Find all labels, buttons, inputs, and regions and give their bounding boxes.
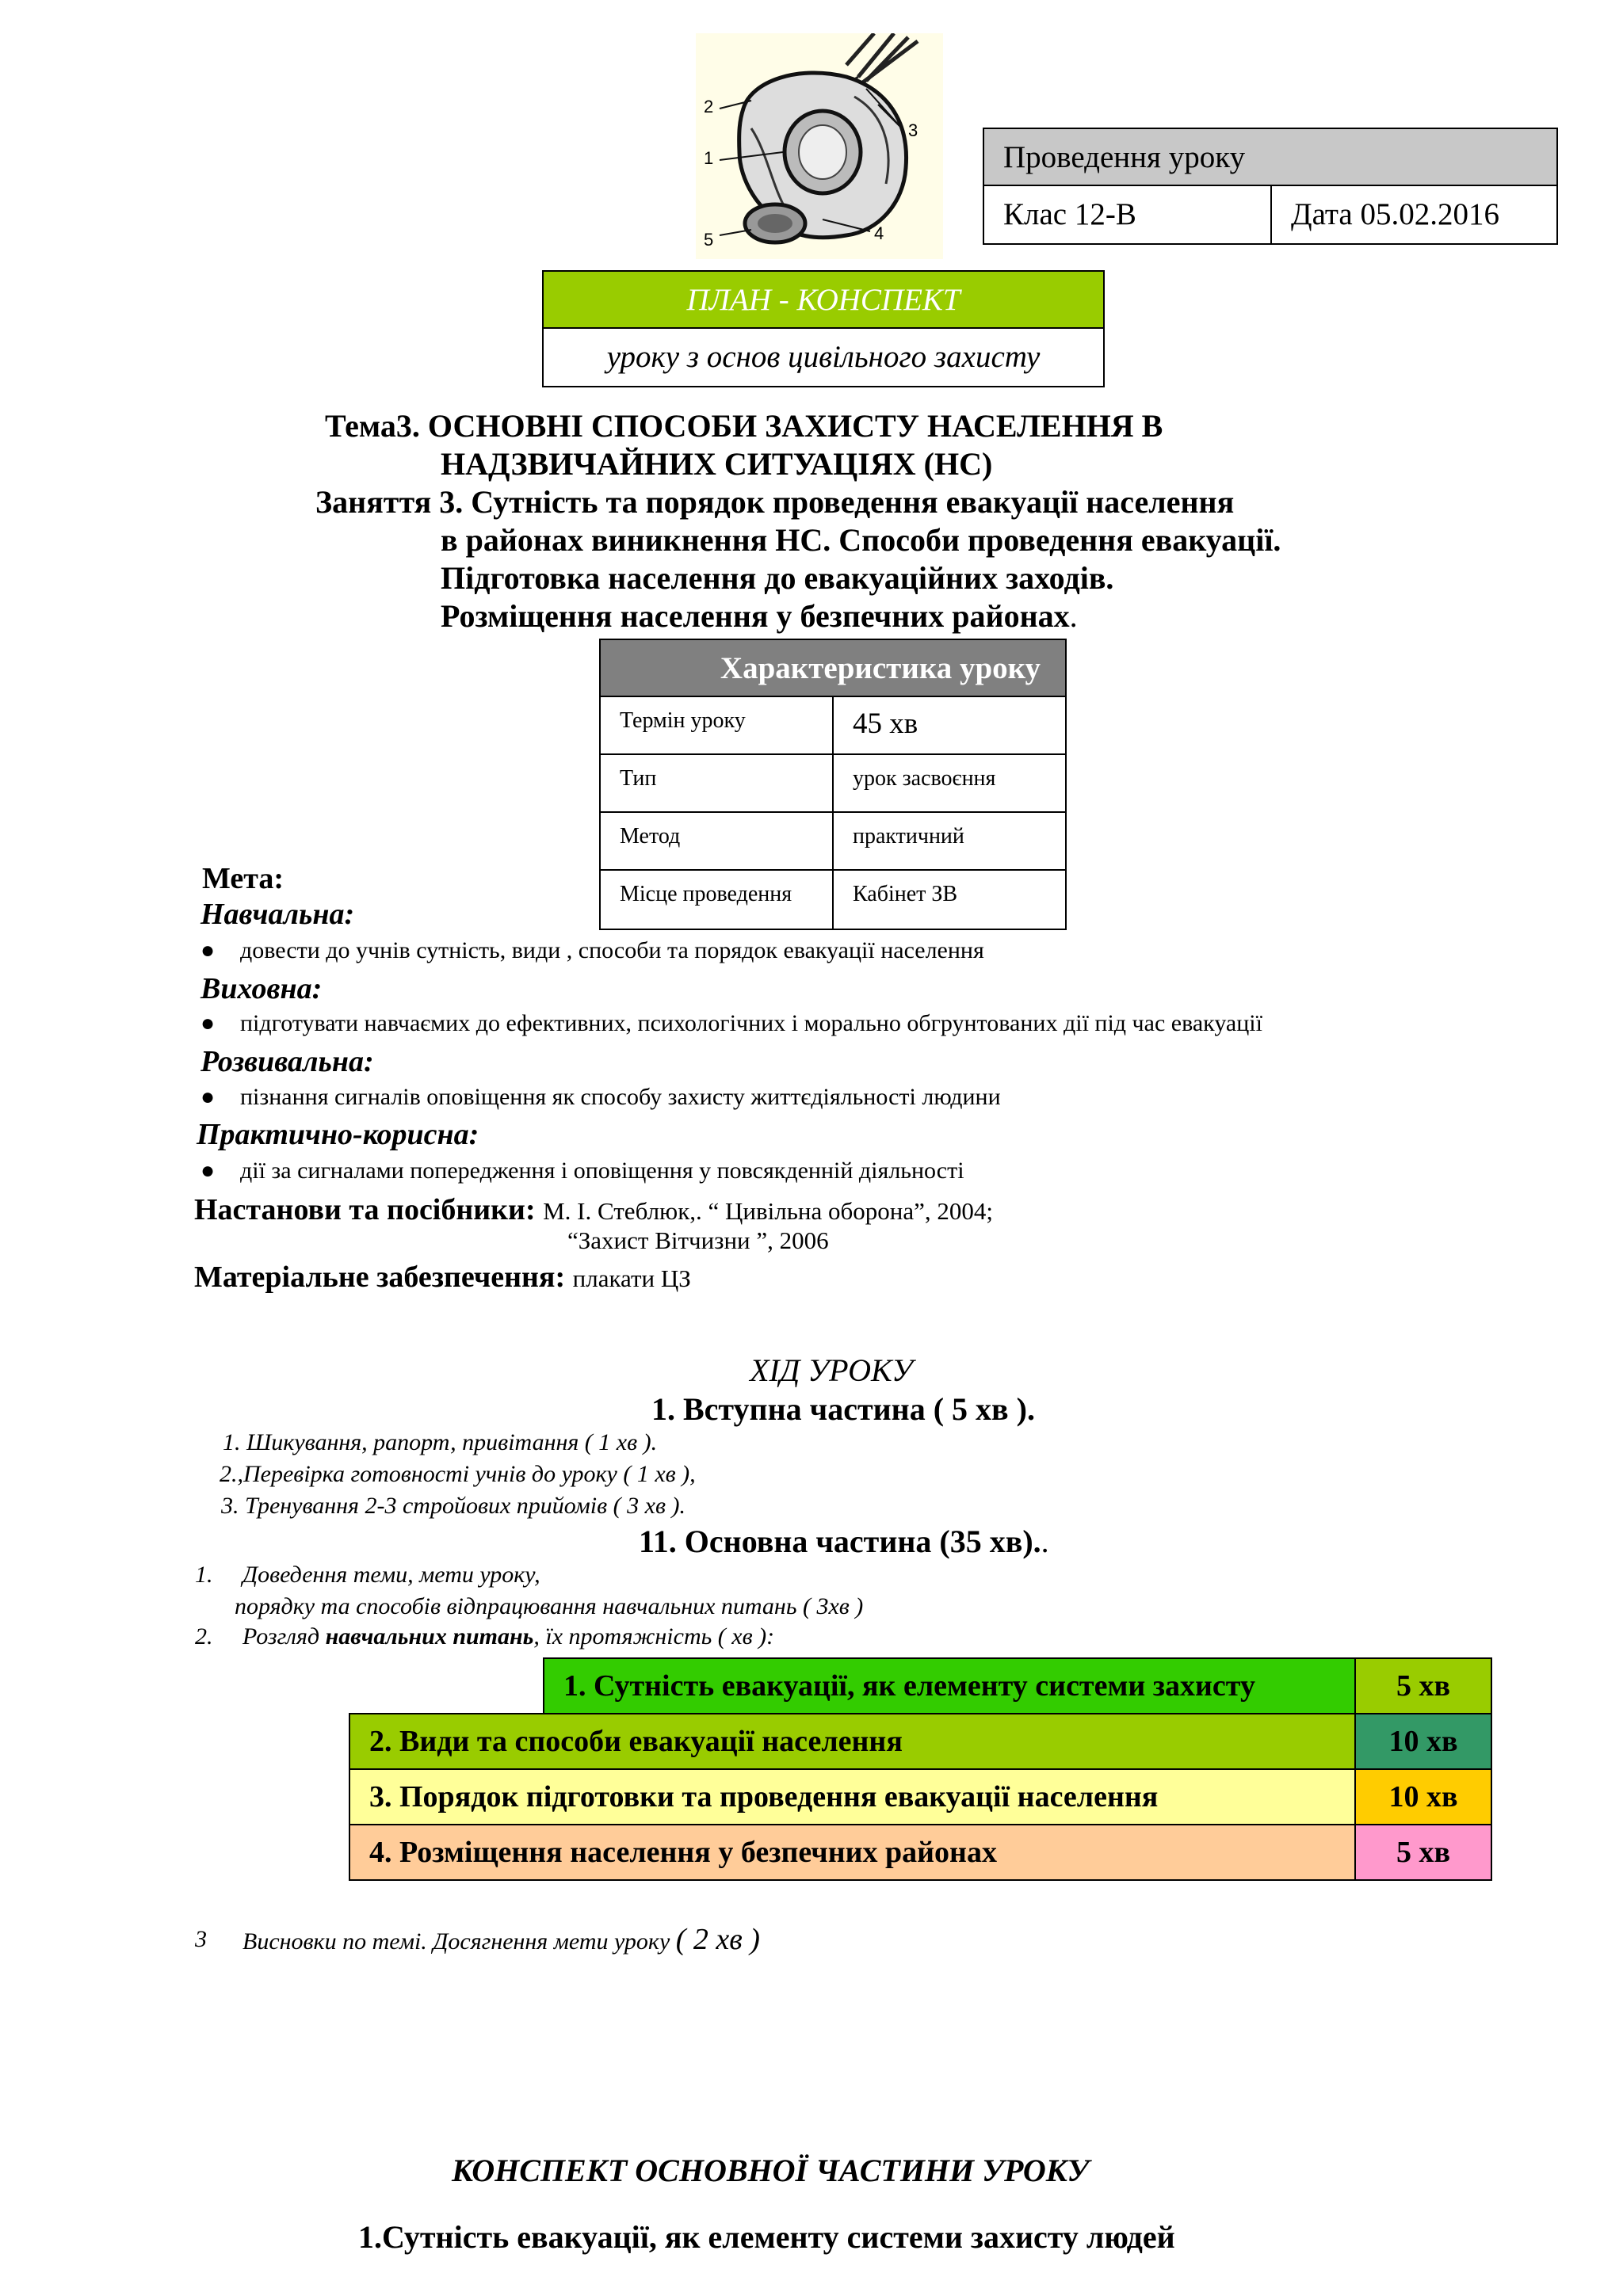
goal-label: Мета: [202, 862, 285, 895]
callout-4: 4 [874, 223, 884, 243]
topic-duration: 10 хв [1356, 1770, 1491, 1824]
characteristics-header: Характеристика уроку [601, 640, 1065, 697]
plan-subtitle: уроку з основ цивільного захисту [606, 340, 1041, 374]
table-row [601, 871, 1065, 929]
lesson-info-title: Проведення уроку [984, 129, 1556, 186]
goal-heading: Розвивальна: [200, 1045, 374, 1078]
bullet-dot: ● [200, 1084, 216, 1110]
goal-heading: Навчальна: [200, 898, 355, 931]
plan-title: ПЛАН - КОНСПЕКТ [544, 272, 1103, 329]
references-text-1: М. І. Стеблюк,. “ Цивільна оборона”, 2004; [543, 1197, 993, 1225]
gas-mask-illustration [696, 33, 943, 259]
conclusion-text: Висновки по темі. Досягнення мети уроку [242, 1928, 670, 1955]
part2-item-2-num: 2. [195, 1623, 213, 1650]
references-label: Настанови та посібники: [194, 1193, 536, 1226]
topic-duration: 5 хв [1356, 1659, 1491, 1713]
row-value: 45 хв [853, 707, 918, 740]
bullet-dot: ● [200, 937, 216, 963]
references-line [194, 1192, 993, 1227]
goal-bullet [200, 936, 984, 966]
course-title: ХІД УРОКУ [750, 1352, 913, 1388]
lesson-line-3: Підготовка населення до евакуаційних заходів. [441, 560, 1114, 596]
part2-item-1-num: 1. [195, 1562, 213, 1588]
row-value: практичний [853, 824, 964, 849]
callout-5: 5 [704, 230, 714, 250]
row-value: урок засвоєння [853, 766, 996, 791]
topic-line-2: НАДЗВИЧАЙНИХ СИТУАЦІЯХ (НС) [441, 446, 993, 482]
conclusion-num: 3 [195, 1926, 207, 1952]
part1-item: 1. Шикування, рапорт, привітання ( 1 хв ). [223, 1429, 658, 1455]
row-key: Місце проведення [601, 871, 834, 929]
characteristics-table [599, 639, 1067, 930]
lesson-line-4 [441, 597, 1078, 635]
topic-duration: 5 хв [1356, 1825, 1491, 1879]
topic-label: 1. Сутність евакуації, як елементу системи захисту [544, 1659, 1356, 1713]
callout-1: 1 [704, 148, 714, 168]
bullet-dot: ● [200, 1010, 216, 1036]
row-key: Термін уроку [601, 697, 834, 753]
topics-table-row [543, 1657, 1492, 1714]
lesson-line-4-text: Розміщення населення у безпечних районах [441, 598, 1070, 634]
lesson-line-2: в районах виникнення НС. Способи проведення евакуації. [441, 522, 1281, 558]
material-text: плакати ЦЗ [572, 1264, 691, 1292]
callout-2: 2 [704, 97, 714, 116]
callout-3: 3 [908, 120, 918, 140]
goal-bullet [200, 1156, 964, 1186]
part2-item-1-cont: порядку та способів відпрацювання навчальних питань ( 3хв ) [235, 1593, 864, 1619]
goal-bullet [200, 1082, 1001, 1112]
table-row [601, 813, 1065, 871]
goal-text: дії за сигналами попередження і оповіщення у повсякденній діяльності [240, 1158, 964, 1184]
lesson-info-row [984, 186, 1556, 243]
lesson-info-table [983, 128, 1558, 245]
goal-bullet [200, 1009, 1262, 1039]
part2-item-2-pre: Розгляд [242, 1623, 326, 1650]
part2-item-1: Доведення теми, мети уроку, [242, 1562, 540, 1588]
material-label: Матеріальне забезпечення: [194, 1261, 566, 1294]
part2-heading [639, 1523, 1049, 1560]
part2-item-2-post: , їх протяжність ( хв ): [533, 1623, 775, 1650]
summary-section-1: 1.Сутність евакуації, як елементу системи захисту людей [358, 2219, 1175, 2255]
goal-heading: Практично-корисна: [197, 1118, 479, 1151]
class-label: Клас 12-В [984, 186, 1272, 243]
table-row [601, 755, 1065, 813]
part2-heading-text: 11. Основна частина (35 хв). [639, 1524, 1041, 1559]
summary-title: КОНСПЕКТ ОСНОВНОЇ ЧАСТИНИ УРОКУ [452, 2153, 1090, 2188]
row-key: Тип [601, 755, 834, 811]
part2-heading-end: . [1041, 1524, 1049, 1559]
topic-label: 4. Розміщення населення у безпечних районах [350, 1825, 1356, 1879]
goal-text: пізнання сигналів оповіщення як способу захисту життєдіяльності людини [240, 1084, 1001, 1110]
lesson-line-4-end: . [1069, 598, 1078, 634]
topic-duration: 10 хв [1356, 1714, 1491, 1768]
bullet-dot: ● [200, 1158, 216, 1184]
part2-item-2-bold: навчальних питань [325, 1623, 534, 1650]
row-value: Кабінет ЗВ [853, 882, 958, 906]
topics-table-row [349, 1824, 1492, 1881]
topics-table-row [349, 1713, 1492, 1770]
conclusion-time: ( 2 хв ) [675, 1923, 760, 1956]
table-row [601, 697, 1065, 755]
goal-heading: Виховна: [200, 972, 323, 1005]
topic-line-1: Тема3. ОСНОВНІ СПОСОБИ ЗАХИСТУ НАСЕЛЕННЯ В [325, 408, 1163, 444]
part1-item: 2.,Перевірка готовності учнів до уроку ( 1 хв ), [220, 1461, 696, 1487]
topic-label: 3. Порядок підготовки та проведення евакуації населення [350, 1770, 1356, 1824]
references-text-2: “Захист Вітчизни ”, 2006 [567, 1226, 829, 1254]
date-label: Дата 05.02.2016 [1291, 197, 1499, 231]
plan-box [542, 270, 1105, 387]
topic-label: 2. Види та способи евакуації населення [350, 1714, 1356, 1768]
lesson-line-1: Заняття 3. Сутність та порядок проведення евакуації населення [315, 484, 1235, 520]
conclusion-line [242, 1924, 760, 1958]
part2-item-2 [242, 1621, 774, 1653]
part1-heading: 1. Вступна частина ( 5 хв ). [651, 1391, 1035, 1427]
row-key: Метод [601, 813, 834, 869]
goal-text: підготувати навчаємих до ефективних, психологічних і морально обгрунтованих дії під час евакуації [240, 1010, 1262, 1036]
goal-text: довести до учнів сутність, види , способи та порядок евакуації населення [240, 937, 984, 963]
topics-table-row [349, 1768, 1492, 1825]
material-line [194, 1260, 691, 1295]
part1-item: 3. Тренування 2-3 стройових прийомів ( 3 хв ). [221, 1493, 685, 1519]
